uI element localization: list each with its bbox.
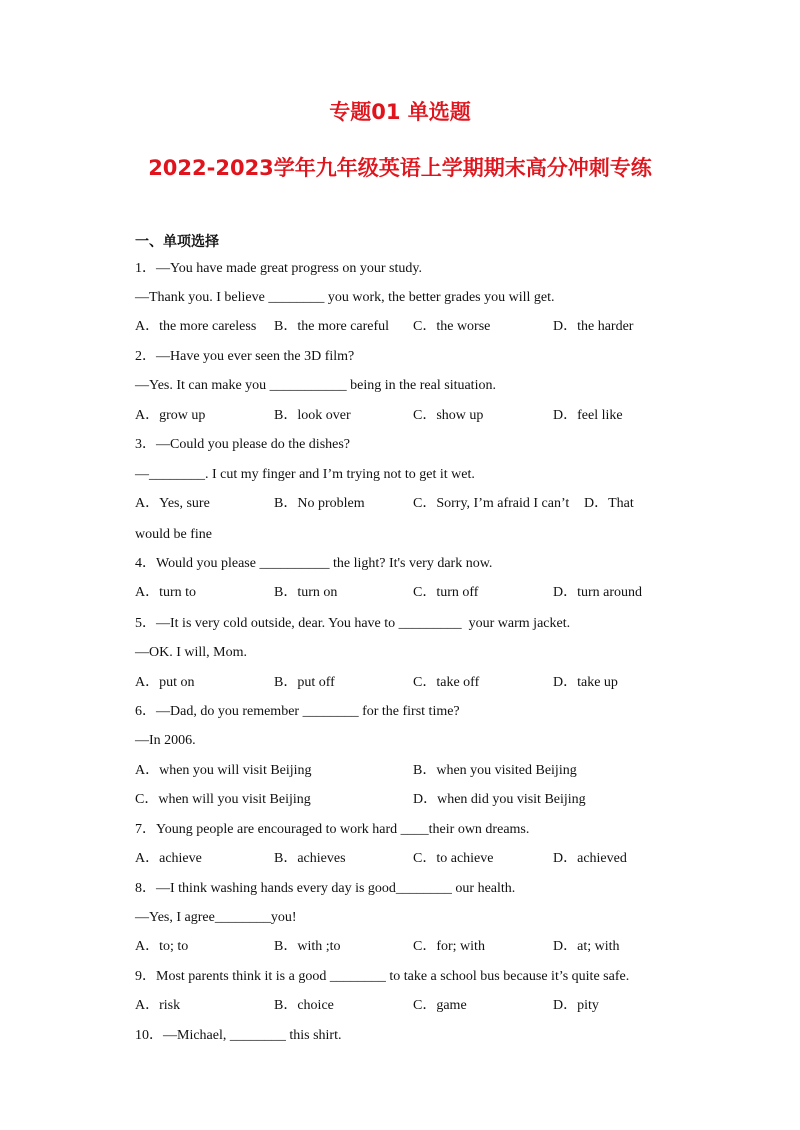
question-3-option-a: A．Yes, sure xyxy=(135,496,210,511)
question-1-stem: 1．—You have made great progress on your study. xyxy=(135,261,422,276)
question-2-reply: —Yes. It can make you ___________ being in the real situation. xyxy=(135,378,496,393)
question-6-option-c: C．when will you visit Beijing xyxy=(135,792,311,807)
question-6-option-b: B．when you visited Beijing xyxy=(413,763,577,778)
question-9-stem: 9．Most parents think it is a good ________ to take a school bus because it’s quite safe. xyxy=(135,969,630,984)
question-3-option-b: B．No problem xyxy=(274,496,365,511)
question-9-option-d: D．pity xyxy=(553,998,599,1013)
question-2-option-c: C．show up xyxy=(413,408,484,423)
question-5-option-a: A．put on xyxy=(135,675,195,690)
question-2-option-d: D．feel like xyxy=(553,408,623,423)
question-3-option-c: C．Sorry, I’m afraid I can’t xyxy=(413,496,570,511)
question-4-option-d: D．turn around xyxy=(553,585,643,600)
question-7-option-a: A．achieve xyxy=(135,851,202,866)
question-2-option-a: A．grow up xyxy=(135,408,206,423)
document-subtitle: 2022-2023学年九年级英语上学期期末高分冲刺专练 xyxy=(148,156,652,180)
question-1-option-d: D．the harder xyxy=(553,319,634,334)
question-9-option-b: B．choice xyxy=(274,998,334,1013)
question-5-stem xyxy=(135,615,570,633)
question-6-reply: —In 2006. xyxy=(135,733,196,748)
question-5-blank: _________ xyxy=(398,616,462,631)
question-4-option-b: B．turn on xyxy=(274,585,338,600)
question-7-option-b: B．achieves xyxy=(274,851,346,866)
question-7-stem: 7．Young people are encouraged to work hard ____their own dreams. xyxy=(135,822,530,837)
question-8-option-c: C．for; with xyxy=(413,939,485,954)
question-8-option-a: A．to; to xyxy=(135,939,189,954)
question-8-stem: 8．—I think washing hands every day is good________ our health. xyxy=(135,881,516,896)
document-title: 专题01 单选题 xyxy=(329,100,471,124)
question-7-option-d: D．achieved xyxy=(553,851,627,866)
question-5-stem-start: 5．—It is very cold outside, dear. You have to xyxy=(135,616,399,631)
question-1-option-c: C．the worse xyxy=(413,319,491,334)
question-3-option-d: D．That xyxy=(584,496,634,511)
question-9-option-a: A．risk xyxy=(135,998,181,1013)
question-5-option-b: B．put off xyxy=(274,675,335,690)
question-9-option-c: C．game xyxy=(413,998,467,1013)
question-7-option-c: C．to achieve xyxy=(413,851,494,866)
question-1-option-b: B．the more careful xyxy=(274,319,390,334)
question-4-option-a: A．turn to xyxy=(135,585,197,600)
question-6-stem: 6．—Dad, do you remember ________ for the first time? xyxy=(135,704,460,719)
question-4-stem: 4．Would you please __________ the light? It's very dark now. xyxy=(135,556,493,571)
question-6-option-d: D．when did you visit Beijing xyxy=(413,792,586,807)
question-8-reply: —Yes, I agree________you! xyxy=(135,910,297,925)
question-8-option-d: D．at; with xyxy=(553,939,620,954)
question-1-reply: —Thank you. I believe ________ you work, the better grades you will get. xyxy=(135,290,555,305)
question-2-stem: 2．—Have you ever seen the 3D film? xyxy=(135,349,355,364)
question-10-stem: 10．—Michael, ________ this shirt. xyxy=(135,1028,342,1043)
question-8-option-b: B．with ;to xyxy=(274,939,341,954)
question-1-option-a: A．the more careless xyxy=(135,319,257,334)
question-3-option-d-continued: would be fine xyxy=(135,527,212,542)
question-6-option-a: A．when you will visit Beijing xyxy=(135,763,312,778)
question-3-reply: —________. I cut my finger and I’m trying not to get it wet. xyxy=(135,467,475,482)
section-heading: 一、单项选择 xyxy=(135,234,219,250)
question-2-option-b: B．look over xyxy=(274,408,351,423)
question-4-option-c: C．turn off xyxy=(413,585,479,600)
question-5-reply: —OK. I will, Mom. xyxy=(135,645,247,660)
question-5-option-c: C．take off xyxy=(413,675,480,690)
question-5-option-d: D．take up xyxy=(553,675,618,690)
question-5-stem-end: your warm jacket. xyxy=(461,616,571,631)
question-3-stem: 3．—Could you please do the dishes? xyxy=(135,437,351,452)
